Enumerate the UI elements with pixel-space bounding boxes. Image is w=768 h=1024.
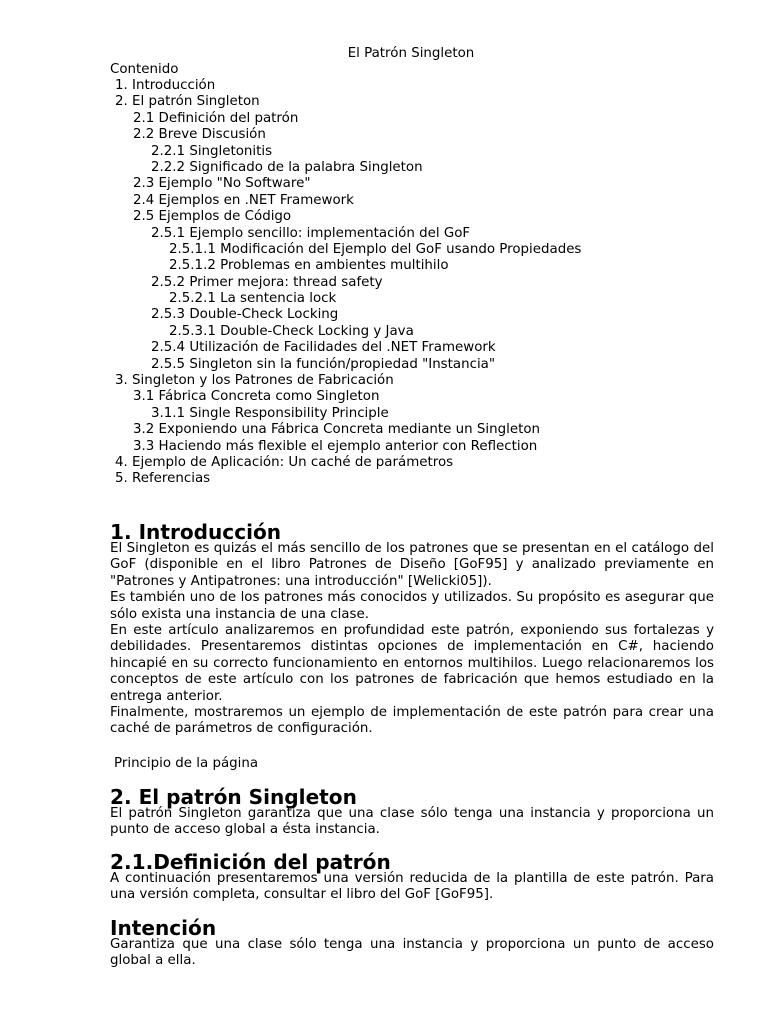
intro-paragraph: Finalmente, mostraremos un ejemplo de implementación de este patrón para crear una caché de parámetros de configuración. [110, 705, 714, 737]
toc-heading: Contenido [110, 62, 179, 77]
toc-item[interactable]: 3.1 Fábrica Concreta como Singleton [133, 389, 380, 405]
toc-item[interactable]: 2.5.3.1 Double-Check Locking y Java [169, 323, 414, 339]
pattern-paragraph: El patrón Singleton garantiza que una clase sólo tenga una instancia y proporciona un punto de acceso global a ésta instancia. [110, 806, 714, 838]
intent-section [110, 916, 714, 970]
toc-item[interactable]: 2.5.4 Utilización de Facilidades del .NET Framework [151, 340, 496, 356]
toc-item[interactable]: 2.2 Breve Discusión [133, 127, 266, 143]
pattern-section [110, 785, 714, 839]
toc-item[interactable]: 2.5 Ejemplos de Código [133, 209, 292, 225]
toc-item[interactable]: 2.5.5 Singleton sin la función/propiedad "Instancia" [151, 356, 496, 372]
definition-heading: 2.1.Definición del patrón [110, 850, 391, 874]
toc-item[interactable]: 2.1 Definición del patrón [133, 110, 299, 126]
toc-item[interactable]: 3. Singleton y los Patrones de Fabricación [115, 373, 394, 389]
intro-section [110, 520, 714, 738]
toc-item[interactable]: 3.3 Haciendo más flexible el ejemplo anterior con Reflection [133, 438, 538, 454]
toc-item[interactable]: 5. Referencias [115, 471, 211, 487]
toc-item[interactable]: 2.5.1.2 Problemas en ambientes multihilo [169, 258, 449, 274]
definition-paragraph: A continuación presentaremos una versión reducida de la plantilla de este patrón. Para una versión completa, consultar el libro del GoF [GoF95]. [110, 871, 714, 903]
toc-item[interactable]: 1. Introducción [115, 78, 216, 93]
toc-item[interactable]: 2.2.1 Singletonitis [151, 143, 273, 159]
pattern-heading: 2. El patrón Singleton [110, 785, 357, 809]
toc-item[interactable]: 2.5.1.1 Modificación del Ejemplo del GoF usando Propiedades [169, 241, 582, 257]
intro-paragraph: En este artículo analizaremos en profundidad este patrón, exponiendo sus fortalezas y debilidades. Presentaremos distintas opciones de implementación en C#, haciendo hincapié en su correcto funcionamiento en entornos multihilos. Luego relacionaremos los conceptos de este artículo con los patrones de fabricación que hemos estudiado en la entrega anterior. [110, 623, 714, 704]
toc-item[interactable]: 2.3 Ejemplo "No Software" [133, 176, 311, 192]
toc-item[interactable]: 2.5.3 Double-Check Locking [151, 307, 339, 323]
toc-item[interactable]: 3.1.1 Single Responsibility Principle [151, 405, 389, 421]
toc-item[interactable]: 2.5.1 Ejemplo sencillo: implementación del GoF [151, 225, 471, 241]
toc-item[interactable]: 2.5.2.1 La sentencia lock [169, 291, 337, 307]
table-of-contents [0, 78, 581, 488]
toc-item[interactable]: 2.5.2 Primer mejora: thread safety [151, 274, 383, 290]
intent-paragraph: Garantiza que una clase sólo tenga una instancia y proporciona un punto de acceso global a ella. [110, 937, 714, 969]
intent-heading: Intención [110, 916, 217, 940]
toc-item[interactable]: 2.2.2 Significado de la palabra Singleton [151, 159, 423, 175]
top-of-page-link[interactable]: Principio de la página [114, 756, 259, 771]
intro-heading: 1. Introducción [110, 520, 282, 544]
intro-paragraph: El Singleton es quizás el más sencillo de los patrones que se presentan en el catálogo del GoF (disponible en el libro Patrones de Diseño [GoF95] y analizado previamente en "Patrones y Antipatrones: una introducción" [Welicki05]). [110, 541, 714, 589]
document-title: El Patrón Singleton [347, 46, 475, 61]
intro-paragraph: Es también uno de los patrones más conocidos y utilizados. Su propósito es asegurar que sólo exista una instancia de una clase. [110, 590, 714, 622]
toc-item[interactable]: 3.2 Exponiendo una Fábrica Concreta mediante un Singleton [133, 422, 540, 438]
toc-item[interactable]: 4. Ejemplo de Aplicación: Un caché de parámetros [115, 454, 454, 470]
definition-section [110, 850, 714, 904]
toc-item[interactable]: 2. El patrón Singleton [115, 94, 260, 110]
toc-item[interactable]: 2.4 Ejemplos en .NET Framework [133, 192, 354, 208]
